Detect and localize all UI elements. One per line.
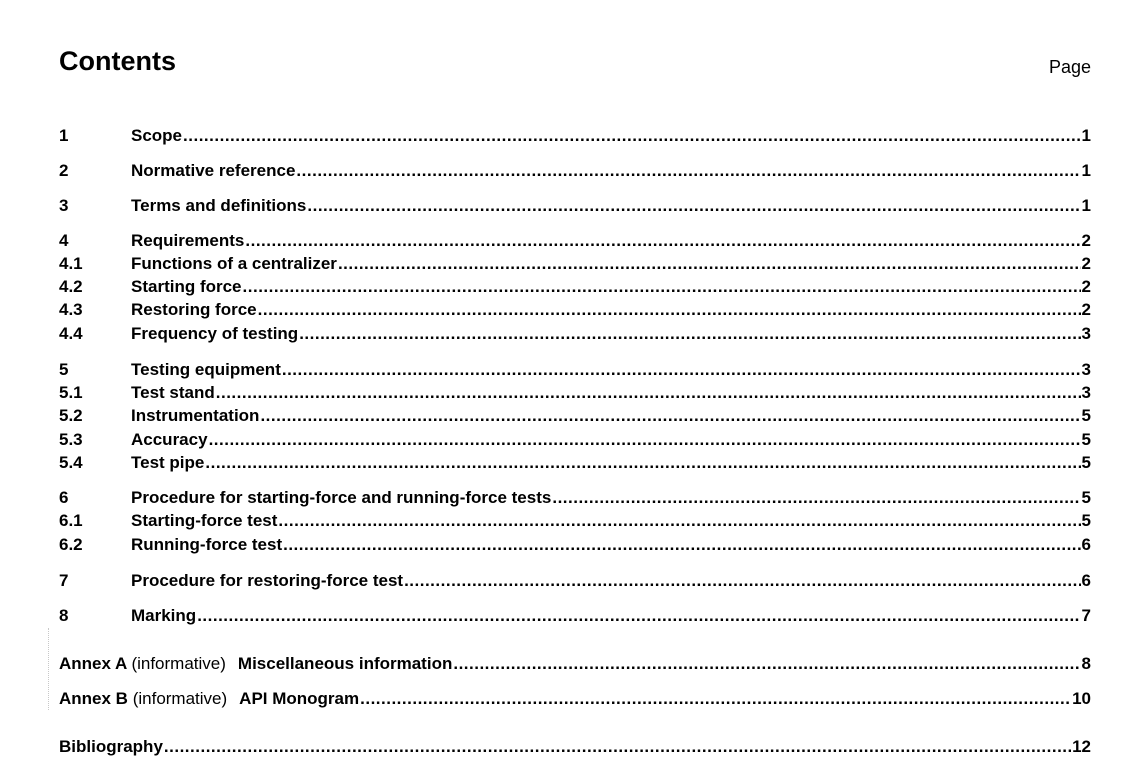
toc-entry-page[interactable]: 5 bbox=[1081, 511, 1091, 530]
toc-entry-5-2[interactable] bbox=[59, 404, 1091, 427]
dot-leader bbox=[209, 428, 1081, 451]
toc-entry-page[interactable]: 3 bbox=[1081, 383, 1091, 402]
toc-entry-5-1[interactable] bbox=[59, 381, 1091, 404]
annex-title[interactable]: Miscellaneous information bbox=[237, 654, 453, 673]
annex-title[interactable]: API Monogram bbox=[239, 689, 360, 708]
annex-type: (informative) bbox=[131, 654, 226, 673]
toc-entry-number: 6.1 bbox=[59, 511, 83, 530]
bibliography-title[interactable]: Bibliography bbox=[59, 737, 163, 756]
toc-entry-number: 5.3 bbox=[59, 430, 83, 449]
annex-page[interactable]: 10 bbox=[1072, 689, 1091, 708]
toc-entry-6[interactable] bbox=[59, 486, 1091, 509]
annex-prefix bbox=[59, 652, 226, 675]
dot-leader bbox=[216, 381, 1081, 404]
toc-entry-page[interactable]: 3 bbox=[1081, 360, 1091, 379]
toc-entry-title[interactable]: Requirements bbox=[131, 231, 245, 250]
dot-leader bbox=[183, 124, 1081, 147]
dot-leader bbox=[245, 229, 1080, 252]
dot-leader bbox=[197, 604, 1080, 627]
toc-entry-4[interactable] bbox=[59, 229, 1091, 252]
toc-entry-title[interactable]: Terms and definitions bbox=[131, 196, 307, 215]
toc-entry-number: 4.1 bbox=[59, 254, 83, 273]
toc-entry-page[interactable]: 5 bbox=[1081, 488, 1091, 507]
toc-entry-number: 6.2 bbox=[59, 535, 83, 554]
toc-entry-title[interactable]: Test pipe bbox=[131, 453, 205, 472]
bibliography-page[interactable]: 12 bbox=[1072, 737, 1091, 756]
toc-entry-6-2[interactable] bbox=[59, 533, 1091, 556]
toc-entry-title[interactable]: Starting-force test bbox=[131, 511, 278, 530]
toc-annex-a[interactable] bbox=[59, 652, 1091, 675]
toc-entry-page[interactable]: 1 bbox=[1081, 126, 1091, 145]
toc-annex-b[interactable] bbox=[59, 687, 1091, 710]
toc-entry-number: 2 bbox=[59, 161, 69, 180]
toc-entry-number: 3 bbox=[59, 196, 69, 215]
toc-entry-page[interactable]: 6 bbox=[1081, 535, 1091, 554]
toc-entry-number: 8 bbox=[59, 606, 69, 625]
toc-entry-page[interactable]: 2 bbox=[1081, 300, 1091, 319]
toc-entry-5[interactable] bbox=[59, 358, 1091, 381]
toc-bibliography[interactable] bbox=[59, 735, 1091, 758]
toc-entry-title[interactable]: Scope bbox=[131, 126, 183, 145]
toc-entry-title[interactable]: Running-force test bbox=[131, 535, 283, 554]
toc-entry-2[interactable] bbox=[59, 159, 1091, 182]
toc-entry-title[interactable]: Test stand bbox=[131, 383, 215, 402]
dot-leader bbox=[338, 252, 1081, 275]
annex-type: (informative) bbox=[132, 689, 228, 708]
dot-leader bbox=[360, 687, 1071, 710]
toc-entry-4-3[interactable] bbox=[59, 298, 1091, 321]
toc-entry-3[interactable] bbox=[59, 194, 1091, 217]
dot-leader bbox=[260, 404, 1080, 427]
scan-artifact bbox=[48, 628, 53, 710]
toc-entry-page[interactable]: 1 bbox=[1081, 161, 1091, 180]
toc-entry-number: 7 bbox=[59, 571, 69, 590]
dot-leader bbox=[299, 322, 1080, 345]
dot-leader bbox=[243, 275, 1081, 298]
toc-entry-title[interactable]: Marking bbox=[131, 606, 197, 625]
toc-entry-title[interactable]: Functions of a centralizer bbox=[131, 254, 337, 273]
toc-entry-title[interactable]: Frequency of testing bbox=[131, 324, 299, 343]
toc-entry-title[interactable]: Testing equipment bbox=[131, 360, 281, 379]
toc-entry-number: 6 bbox=[59, 488, 69, 507]
dot-leader bbox=[552, 486, 1080, 509]
toc-entry-number: 1 bbox=[59, 126, 69, 145]
dot-leader bbox=[278, 509, 1080, 532]
toc-entry-number: 5.4 bbox=[59, 453, 83, 472]
toc-entry-page[interactable]: 5 bbox=[1081, 406, 1091, 425]
toc-entry-number: 4.2 bbox=[59, 277, 83, 296]
annex-label: Annex B bbox=[59, 689, 128, 708]
toc-entry-4-1[interactable] bbox=[59, 252, 1091, 275]
page-title: Contents bbox=[59, 46, 176, 76]
toc-entry-4-2[interactable] bbox=[59, 275, 1091, 298]
toc-entry-number: 4.3 bbox=[59, 300, 83, 319]
toc-entry-title[interactable]: Procedure for restoring-force test bbox=[131, 571, 404, 590]
toc-entry-page[interactable]: 5 bbox=[1081, 430, 1091, 449]
annex-label: Annex A bbox=[59, 654, 127, 673]
toc-entry-number: 4.4 bbox=[59, 324, 83, 343]
toc-entry-title[interactable]: Starting force bbox=[131, 277, 242, 296]
toc-entry-page[interactable]: 5 bbox=[1081, 453, 1091, 472]
toc-entry-page[interactable]: 6 bbox=[1081, 571, 1091, 590]
toc-entry-page[interactable]: 7 bbox=[1081, 606, 1091, 625]
toc-entry-5-3[interactable] bbox=[59, 428, 1091, 451]
dot-leader bbox=[307, 194, 1080, 217]
dot-leader bbox=[453, 652, 1080, 675]
toc-entry-number: 5 bbox=[59, 360, 69, 379]
toc-entry-number: 5.2 bbox=[59, 406, 83, 425]
dot-leader bbox=[404, 569, 1080, 592]
toc-entry-title[interactable]: Procedure for starting-force and running-force tests bbox=[131, 488, 552, 507]
toc-entry-number: 5.1 bbox=[59, 383, 83, 402]
toc-entry-5-4[interactable] bbox=[59, 451, 1091, 474]
toc-entry-6-1[interactable] bbox=[59, 509, 1091, 532]
dot-leader bbox=[205, 451, 1080, 474]
toc-entry-page[interactable]: 3 bbox=[1081, 324, 1091, 343]
toc-entry-page[interactable]: 1 bbox=[1081, 196, 1091, 215]
toc-entry-4-4[interactable] bbox=[59, 322, 1091, 345]
toc-entry-1[interactable] bbox=[59, 124, 1091, 147]
toc-entry-title[interactable]: Normative reference bbox=[131, 161, 296, 180]
toc-entry-title[interactable]: Instrumentation bbox=[131, 406, 260, 425]
annex-page[interactable]: 8 bbox=[1081, 654, 1091, 673]
toc-entry-title[interactable]: Accuracy bbox=[131, 430, 208, 449]
dot-leader bbox=[282, 358, 1081, 381]
toc-entry-page[interactable]: 2 bbox=[1081, 277, 1091, 296]
toc-entry-title[interactable]: Restoring force bbox=[131, 300, 257, 319]
dot-leader bbox=[283, 533, 1080, 556]
toc-entry-number: 4 bbox=[59, 231, 69, 250]
page-column-label: Page bbox=[1048, 57, 1091, 77]
toc-entry-7[interactable] bbox=[59, 569, 1091, 592]
toc-entry-page[interactable]: 2 bbox=[1081, 254, 1091, 273]
dot-leader bbox=[164, 735, 1071, 758]
annex-prefix bbox=[59, 687, 227, 710]
dot-leader bbox=[296, 159, 1080, 182]
toc-entry-page[interactable]: 2 bbox=[1081, 231, 1091, 250]
dot-leader bbox=[258, 298, 1081, 321]
toc-entry-8[interactable] bbox=[59, 604, 1091, 627]
